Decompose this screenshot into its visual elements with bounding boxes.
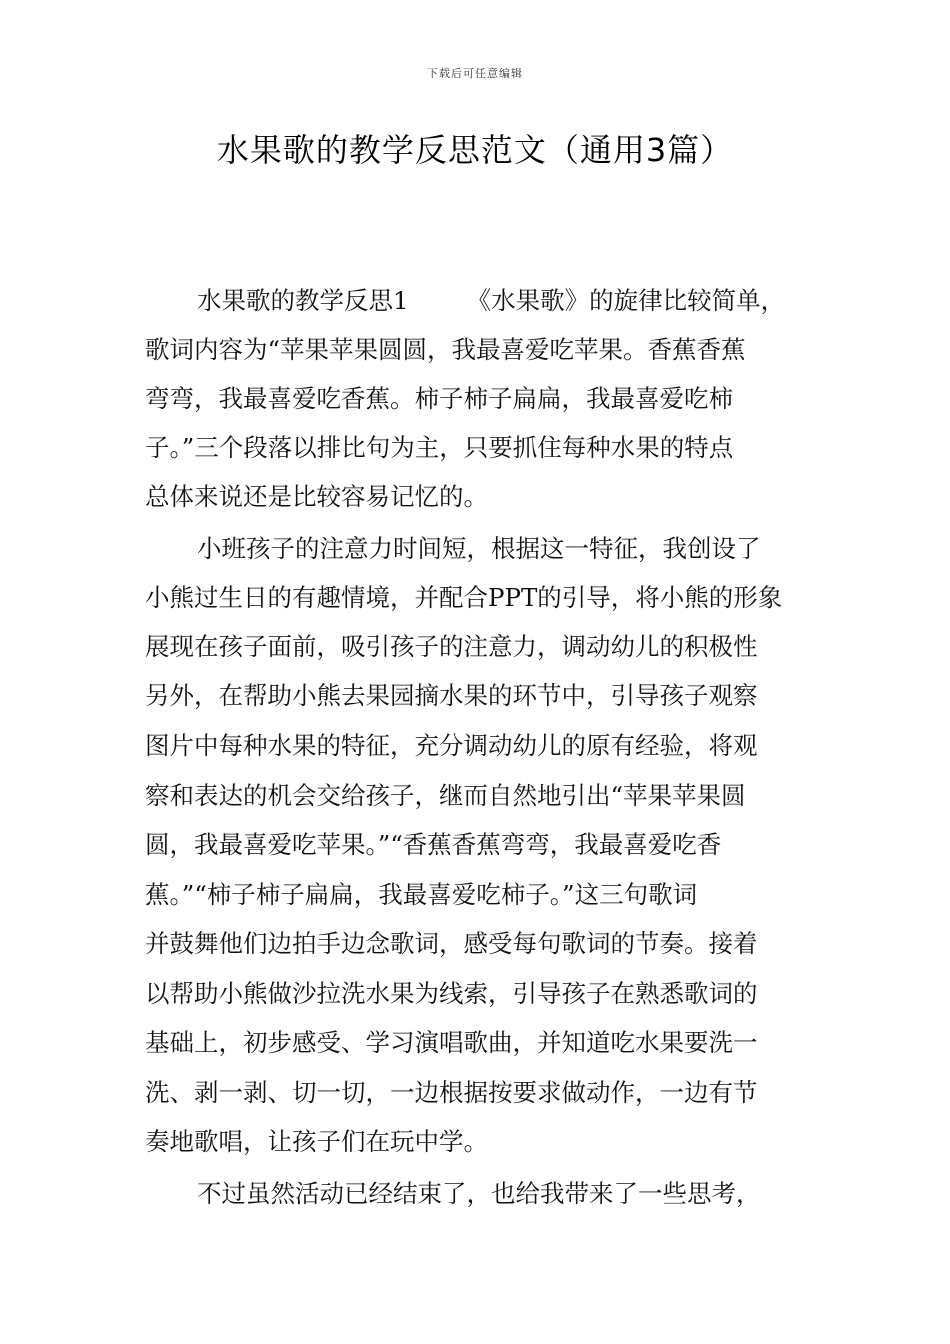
paragraph-line: 奏地歌唱，让孩子们在玩中学。 bbox=[145, 1127, 488, 1156]
paragraph-line: 并鼓舞他们边拍手边念歌词，感受每句歌词的节奏。接着 bbox=[145, 929, 758, 958]
paragraph-line bbox=[197, 286, 785, 316]
paragraph-line: 小熊过生日的有趣情境，并配合PPT的引导，将小熊的形象 bbox=[145, 583, 783, 612]
paragraph-line: 不过虽然活动已经结束了，也给我带来了一些思考， bbox=[197, 1179, 761, 1208]
paragraph-line: 弯弯，我最喜爱吃香蕉。柿子柿子扁扁，我最喜爱吃柿 bbox=[145, 384, 733, 413]
paragraph-line: 展现在孩子面前，吸引孩子的注意力，调动幼儿的积极性 bbox=[145, 632, 758, 661]
paragraph-line: 另外，在帮助小熊去果园摘水果的环节中，引导孩子观察 bbox=[145, 681, 758, 710]
paragraph-line: 以帮助小熊做沙拉洗水果为线索，引导孩子在熟悉歌词的 bbox=[145, 979, 758, 1008]
paragraph-line: 基础上，初步感受、学习演唱歌曲，并知道吃水果要洗一 bbox=[145, 1028, 758, 1057]
page-header-note: 下载后可任意编辑 bbox=[427, 67, 523, 80]
paragraph-line: 图片中每种水果的特征，充分调动幼儿的原有经验，将观 bbox=[145, 731, 758, 760]
paragraph-line: 蕉。”“柿子柿子扁扁，我最喜爱吃柿子。”这三句歌词 bbox=[145, 880, 698, 909]
paragraph-line: 洗、剥一剥、切一切，一边根据按要求做动作，一边有节 bbox=[145, 1078, 758, 1107]
paragraph-text: 《水果歌》的旋律比较简单， bbox=[466, 286, 786, 315]
paragraph-line: 圆，我最喜爱吃苹果。”“香蕉香蕉弯弯，我最喜爱吃香 bbox=[145, 830, 722, 859]
paragraph-line: 子。”三个段落以排比句为主，只要抓住每种水果的特点 bbox=[145, 433, 734, 462]
paragraph-line: 歌词内容为“苹果苹果圆圆，我最喜爱吃苹果。香蕉香蕉 bbox=[145, 335, 746, 364]
paragraph-line: 察和表达的机会交给孩子，继而自然地引出“苹果苹果圆 bbox=[145, 781, 746, 810]
document-title: 水果歌的教学反思范文（通用3篇） bbox=[216, 131, 734, 169]
section-label: 水果歌的教学反思1 bbox=[197, 286, 409, 315]
paragraph-line: 总体来说还是比较容易记忆的。 bbox=[145, 482, 488, 511]
paragraph-line: 小班孩子的注意力时间短，根据这一特征，我创设了 bbox=[197, 534, 761, 563]
